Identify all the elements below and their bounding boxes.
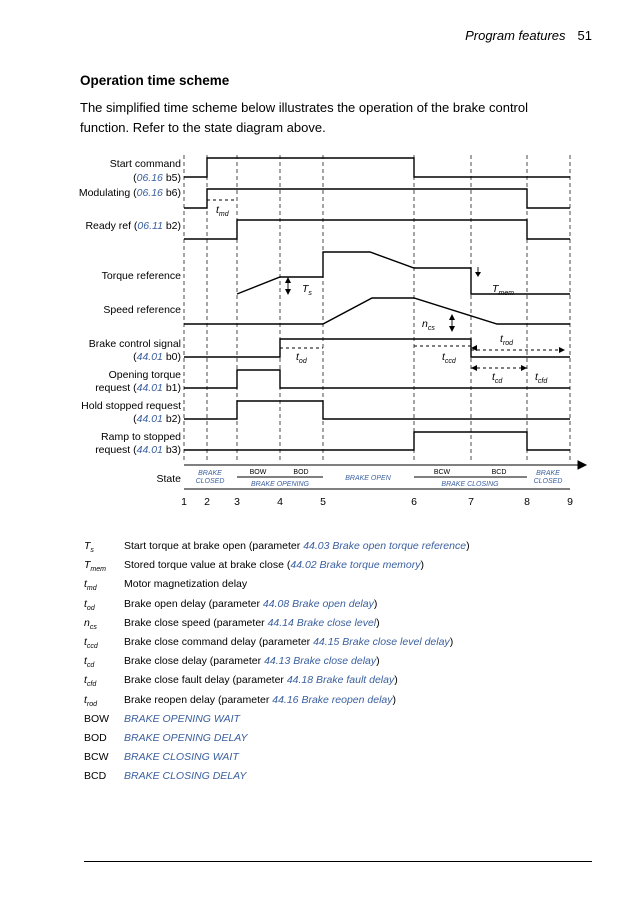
label-hold-stopped: Hold stopped request	[81, 400, 181, 412]
legend-description: Stored torque value at brake close (44.02 Brake torque memory)	[124, 559, 425, 572]
legend-description: Brake close command delay (parameter 44.15 Brake close level delay)	[124, 635, 454, 648]
time-mark: 5	[320, 496, 326, 508]
wave-torque-reference	[237, 252, 570, 294]
parameter-link[interactable]: 44.03 Brake open torque reference	[303, 540, 467, 552]
state-bod: BOD	[293, 469, 309, 476]
parameter-link[interactable]: 44.14 Brake close level	[267, 616, 377, 629]
parameter-link[interactable]: 44.08 Brake open delay	[262, 597, 374, 610]
state-bow: BOW	[249, 469, 267, 476]
time-mark: 8	[524, 496, 530, 508]
signal-labels	[79, 158, 181, 485]
parameter-link[interactable]: BRAKE OPENING DELAY	[124, 731, 248, 744]
footer-rule	[84, 861, 592, 862]
legend-symbol: BCW	[84, 751, 109, 764]
annot-ts: $T_s$	[302, 283, 312, 297]
label-torque-reference: Torque reference	[101, 270, 181, 282]
legend-symbol: $t_{md}$	[84, 578, 97, 593]
annot-tcd: $t_{cd}$	[492, 371, 503, 385]
parameter-link[interactable]: 44.13 Brake close delay	[264, 655, 377, 668]
annot-tmem: $T_{mem}$	[492, 283, 514, 297]
parameter-link[interactable]: BRAKE CLOSING DELAY	[124, 770, 247, 783]
time-mark: 6	[411, 496, 417, 508]
wave-modulating	[184, 189, 570, 208]
legend-description: Start torque at brake open (parameter 44.03 Brake open torque reference)	[124, 540, 470, 552]
wave-ready-ref	[184, 220, 570, 239]
state-bcw: BCW	[433, 469, 451, 476]
section-title: Program features	[465, 28, 566, 43]
annot-tmd: $t_{md}$	[216, 204, 229, 218]
label-ready-ref: Ready ref (06.11 b2)	[85, 220, 181, 232]
legend-description: Brake close fault delay (parameter 44.18 Brake fault delay)	[124, 674, 398, 687]
legend-description: Brake close speed (parameter 44.14 Brake close level)	[124, 616, 380, 629]
intro-paragraph: The simplified time scheme below illustrates the operation of the brake control function. Refer to the state diagram above.	[80, 100, 528, 135]
legend-symbol: $t_{ccd}$	[84, 635, 98, 651]
grid-lines	[184, 155, 570, 462]
parameter-link[interactable]: 44.02 Brake torque memory	[290, 559, 421, 572]
state-brake-open: BRAKE OPEN	[345, 475, 391, 482]
legend-symbol: BOW	[84, 712, 110, 725]
state-brake-closed-end-1: BRAKE	[536, 470, 560, 477]
label-ramp-to-stopped-bits: request (44.01 b3)	[95, 444, 181, 456]
label-ramp-to-stopped: Ramp to stopped	[101, 431, 181, 443]
label-opening-torque-bits: request (44.01 b1)	[95, 382, 181, 394]
label-start-command-bits: (06.16 b5)	[133, 172, 181, 184]
time-mark: 3	[234, 496, 240, 508]
state-brake-closed-end-2: CLOSED	[533, 478, 563, 485]
wave-ramp-to-stopped	[184, 432, 570, 450]
parameter-link[interactable]: BRAKE CLOSING WAIT	[124, 751, 239, 764]
legend-symbol: $t_{rod}$	[84, 693, 98, 708]
time-mark: 2	[204, 496, 210, 508]
state-brake-closed-2: CLOSED	[195, 478, 225, 485]
waveforms	[184, 158, 570, 450]
annot-tccd: $t_{ccd}$	[442, 351, 456, 365]
state-brake-closing: BRAKE CLOSING	[441, 481, 499, 488]
label-brake-control: Brake control signal	[88, 338, 181, 350]
legend-symbol: $t_{cfd}$	[84, 674, 97, 689]
label-opening-torque: Opening torque	[108, 369, 181, 381]
time-mark: 9	[567, 496, 573, 508]
wave-hold-stopped	[184, 401, 570, 419]
parameter-link[interactable]: 44.18 Brake fault delay	[286, 674, 395, 687]
parameter-link[interactable]: 44.15 Brake close level delay	[313, 635, 450, 648]
legend-symbol: $t_{od}$	[84, 597, 95, 612]
label-brake-control-bits: (44.01 b0)	[133, 351, 181, 363]
legend-symbol: BOD	[84, 731, 107, 744]
time-mark: 4	[277, 496, 283, 508]
legend-symbol: $T_{mem}$	[84, 559, 106, 574]
legend-description: Motor magnetization delay	[124, 578, 248, 591]
label-modulating: Modulating (06.16 b6)	[78, 187, 181, 199]
time-mark: 7	[468, 496, 474, 508]
legend-symbol: BCD	[84, 770, 107, 783]
legend-description	[124, 751, 239, 763]
state-brake-closed-1: BRAKE	[198, 470, 222, 477]
state-bcd: BCD	[491, 469, 507, 476]
legend-description	[124, 770, 246, 782]
page-number: 51	[577, 28, 592, 43]
legend-description: Brake reopen delay (parameter 44.16 Brake reopen delay)	[124, 693, 397, 706]
legend-symbol: $t_{cd}$	[84, 655, 95, 670]
annotation-labels	[216, 204, 548, 385]
state-brake-opening: BRAKE OPENING	[251, 481, 309, 488]
parameter-link[interactable]: 44.16 Brake reopen delay	[272, 693, 393, 706]
wave-opening-torque	[184, 370, 570, 388]
label-start-command: Start command	[109, 158, 181, 170]
section-heading: Operation time scheme	[80, 73, 230, 88]
wave-start-command	[184, 158, 570, 177]
annot-trod: $t_{rod}$	[500, 333, 514, 347]
legend-symbol: $n_{cs}$	[84, 616, 97, 631]
legend-description	[124, 732, 248, 744]
annot-tod: $t_{od}$	[296, 351, 307, 365]
wave-speed-reference	[184, 298, 570, 324]
legend-description	[124, 713, 240, 725]
time-mark: 1	[181, 496, 187, 508]
legend-description: Brake open delay (parameter 44.08 Brake open delay)	[124, 597, 378, 610]
legend-symbol: $T_s$	[84, 540, 94, 555]
label-hold-stopped-bits: (44.01 b2)	[133, 413, 181, 425]
label-state: State	[156, 473, 181, 485]
state-names	[196, 469, 563, 488]
parameter-link[interactable]: BRAKE OPENING WAIT	[124, 712, 240, 725]
legend-description: Brake close delay (parameter 44.13 Brake close delay)	[124, 655, 380, 668]
label-speed-reference: Speed reference	[103, 304, 181, 316]
annot-ncs: $n_{cs}$	[422, 318, 435, 332]
time-marks	[181, 496, 573, 508]
annot-tcfd: $t_{cfd}$	[535, 371, 548, 385]
